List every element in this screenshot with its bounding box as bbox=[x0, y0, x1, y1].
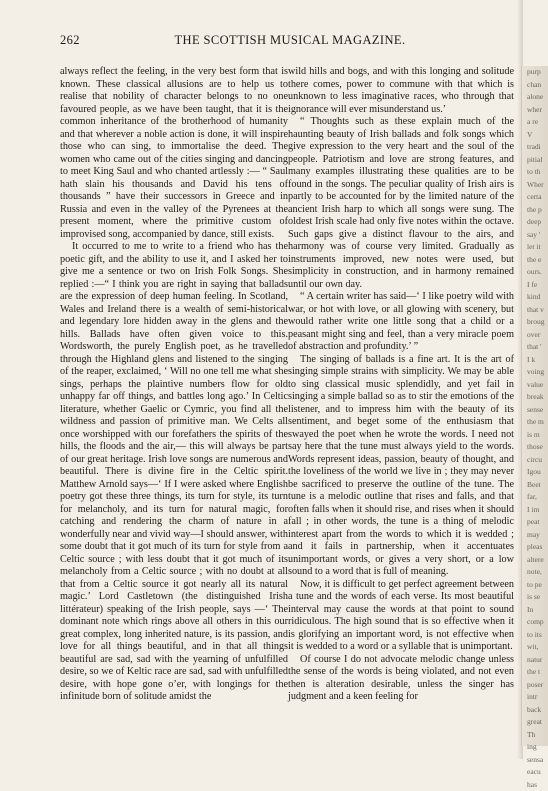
paragraph: “ Thoughts such as these explain much of the haunting beauty of Irish ballads and folk songs which give expression to the very heart and the soul of the people. Patriotism and love are strong features, and many examples illustrating these qualities are to be found in the songs. The peculiar quality of Irish airs is partly to be accounted for by the limited nature of the ancient Irish harp to which all songs were sung. The oldest Irish scale had only five notes within the octave. Such gaps give a distinct flavour to the airs, and harmony was of course very limited. Gradually as instruments improved, new notes were used, but simplicity in construction, and in harmony remained until our own day. bbox=[288, 116, 514, 291]
facing-page-fragment: to pe bbox=[522, 579, 548, 592]
facing-page-fragment: comp bbox=[522, 616, 548, 629]
facing-page-fragment: I k bbox=[522, 354, 548, 367]
facing-page-fragment: pleas bbox=[522, 541, 548, 554]
facing-page-fragment: poser bbox=[522, 679, 548, 692]
facing-page-fragment: is se bbox=[522, 591, 548, 604]
facing-page-fragment: let it bbox=[522, 241, 548, 254]
facing-page-fragment: the p bbox=[522, 204, 548, 217]
facing-page-fragment: tradi bbox=[522, 141, 548, 154]
facing-page-fragment: has bbox=[522, 779, 548, 791]
facing-page-fragment: wher bbox=[522, 104, 548, 117]
facing-page-fragment: to its bbox=[522, 629, 548, 642]
facing-page-fragment: that v bbox=[522, 304, 548, 317]
paragraph: “ A certain writer has said—‘ I like poetry wild with war, or hot with love, or all glowing with scenery, but would rather write one little song that a child or a peasant might sing and feel, than a very miracle poem of abstraction and profundity.’ ” bbox=[288, 291, 514, 354]
facing-page-fragment: V bbox=[522, 129, 548, 142]
facing-page-fragment: Beet bbox=[522, 479, 548, 492]
facing-page-fragment: ing bbox=[522, 741, 548, 754]
facing-page-fragment: over bbox=[522, 329, 548, 342]
facing-page-fragment: that ' bbox=[522, 341, 548, 354]
facing-page-fragment: sense bbox=[522, 404, 548, 417]
facing-page-fragment: to th bbox=[522, 166, 548, 179]
paragraph: wild hills and bogs, and with this longing and solitude there comes, power to commune with that which is unknown to less imaginative races, who through that ignorance will ever misunderstand us.’ bbox=[288, 66, 514, 116]
facing-page-fragment: break bbox=[522, 391, 548, 404]
facing-page-fragment: chan bbox=[522, 79, 548, 92]
paragraph: Now, it is difficult to get perfect agreement between a tune and the words of each verse. Its most beautiful interval may cause the words at that point to sound ridiculous. The high sound that is so effective when it is glorifying an important word, is not effective when it is wedded to a word or a syllable that is unimportant. bbox=[288, 579, 514, 654]
facing-page-fragment: alone bbox=[522, 91, 548, 104]
page-header bbox=[60, 33, 520, 49]
facing-page-fragment: wit, bbox=[522, 641, 548, 654]
facing-page-fragment: Th bbox=[522, 729, 548, 742]
facing-page-fragment: In bbox=[522, 604, 548, 617]
facing-page-fragment: altere bbox=[522, 554, 548, 567]
facing-page-fragment: back bbox=[522, 704, 548, 717]
facing-page-fragment: I im bbox=[522, 504, 548, 517]
facing-page-fragment: pitial bbox=[522, 154, 548, 167]
facing-page-fragment: sensa bbox=[522, 754, 548, 767]
facing-page-fragment: far, bbox=[522, 491, 548, 504]
facing-page-fragment: those bbox=[522, 441, 548, 454]
facing-page-fragment: note, bbox=[522, 566, 548, 579]
facing-page-fragment: say ' bbox=[522, 229, 548, 242]
facing-page-fragment: may bbox=[522, 529, 548, 542]
paragraph: The singing of ballads is a fine art. It is the art of singing simple strains with simplicity. We may be able to sing classical music splendidly, and yet fail in singing a simple ballad so as to stir the emotions of the listener, and to impress him with the beauty of its sentiment, and beget some of the enthusiasm that swayed the poet when he wrote the words. I need not say here that the tune must always yield to the words. Words represent ideas, passion, beauty of thought, and the loveliness of the world we live in ; they may never be sacrificed to preserve the outline of the tune. The tune is a melodic outline that rises and falls, and that often falls when it should rise, and rises when it should fall ; in other words, the tune is a thing of melodic interest apart from the words to which it is wedded ; and it fails in partnership, when it accentuates unimportant words, or gives a very short, or a low sound to a word that is full of meaning. bbox=[288, 354, 514, 579]
facing-page-fragment: a re bbox=[522, 116, 548, 129]
facing-page-fragment: value bbox=[522, 379, 548, 392]
facing-page-fragment: I fe bbox=[522, 279, 548, 292]
facing-page-fragment: purp bbox=[522, 66, 548, 79]
facing-page-fragment: the e bbox=[522, 254, 548, 267]
page-number: 262 bbox=[60, 33, 80, 48]
facing-page-fragment: the t bbox=[522, 666, 548, 679]
facing-page-fragment: kind bbox=[522, 291, 548, 304]
facing-page-fragment: eacu bbox=[522, 766, 548, 779]
facing-page-fragment: Wher bbox=[522, 179, 548, 192]
running-title: THE SCOTTISH MUSICAL MAGAZINE. bbox=[60, 33, 520, 48]
paragraph: It occurred to me to write to a friend who has the poetic gift, and the ability to use it, and I asked her to give me a sentence or two on Irish Folk Songs. She replied :—“ I think you are right in saying that ballads are the expression of deep human feeling. In Scotland, Wales and Ireland there is a wealth of semi-historical and legendary lore hidden away in the glens and the hills. Ballads have often given voice to this. Wordsworth, the purely English poet, as he travelled through the Highland glens and listened to the singing of the reaper, exclaimed, ‘ Will no one tell me what she sings, perhaps the plaintive numbers flow for old unhappy far off things, and battles long ago.’ In Celtic literature, whether Gaelic or Cymric, you find all the wildness and passion of primitive man. We Celts all once worshipped with our forefathers the spirits of the hills, the floods and the air,— this will always be part of our great heritage. Irish love songs are numerous and beautiful. There is divine fire in the Celtic spirit. Matthew Arnold says—‘ If I were asked where English poetry got these three things, its turn for style, its turn for melancholy, and its turn for natural magic, for catching and rendering the charm of nature in a wonderfully near and vivid way—I should answer, with some doubt that it got much of its turn for style from a Celtic source ; with less doubt that it got much of its melancholy from a Celtic source ; with no doubt at all that from a Celtic source it got nearly all its natural magic.’ Lord Castletown (the distinguished Irish littérateur) speaking of the Irish people, says —‘ The dominant note which rings above all others in this our great complex, long inherited nature, is its passion, and love for all things beautiful, and in that all things beautiful are sad, sad with the yearning of unfulfilled desire, so we of Keltic race are sad, sad with unfulfilled desire, with hope gone o’er, with longings for the infinitude born of solitude amidst the bbox=[60, 241, 288, 704]
paragraph: Of course I do not advocate melodic change unless the sense of the words is being violated, and not even then is alteration desirable, unless the singer has judgment and a keen feeling for bbox=[288, 654, 514, 704]
facing-page-fragment: circu bbox=[522, 454, 548, 467]
facing-page-fragment: great bbox=[522, 716, 548, 729]
left-column bbox=[60, 66, 288, 704]
facing-page-fragment: deep bbox=[522, 216, 548, 229]
right-column bbox=[288, 66, 514, 704]
facing-page-edge bbox=[521, 66, 548, 746]
facing-page-fragment: peat bbox=[522, 516, 548, 529]
facing-page-fragment: certa bbox=[522, 191, 548, 204]
facing-page-fragment: Igou bbox=[522, 466, 548, 479]
facing-page-fragment: is m bbox=[522, 429, 548, 442]
paragraph: always reflect the feeling, in the very best form that is known. These classical allusions are to help us to realise that nobility of character belongs to no one favoured people, as we have been taught, that it is the common inheritance of the brotherhood of humanity and that wherever a noble action is done, it will inspire those who can sing, to immortalise the deed. The women who came out of the cities singing and dancing to meet King Saul and who chanted artlessly :— “ Saul hath slain his thousands and David his tens of thousands ” have their successors in Greece and in Russia and even in the valley of the Pyrenees at the present moment, where the primitive custom of improvised song, accompanied by dance, still exists. bbox=[60, 66, 288, 241]
facing-page-fragment: voing bbox=[522, 366, 548, 379]
facing-page-fragment: natur bbox=[522, 654, 548, 667]
facing-page-fragment: the m bbox=[522, 416, 548, 429]
facing-page-fragment: ours. bbox=[522, 266, 548, 279]
facing-page-fragment: broug bbox=[522, 316, 548, 329]
facing-page-fragment: intr bbox=[522, 691, 548, 704]
